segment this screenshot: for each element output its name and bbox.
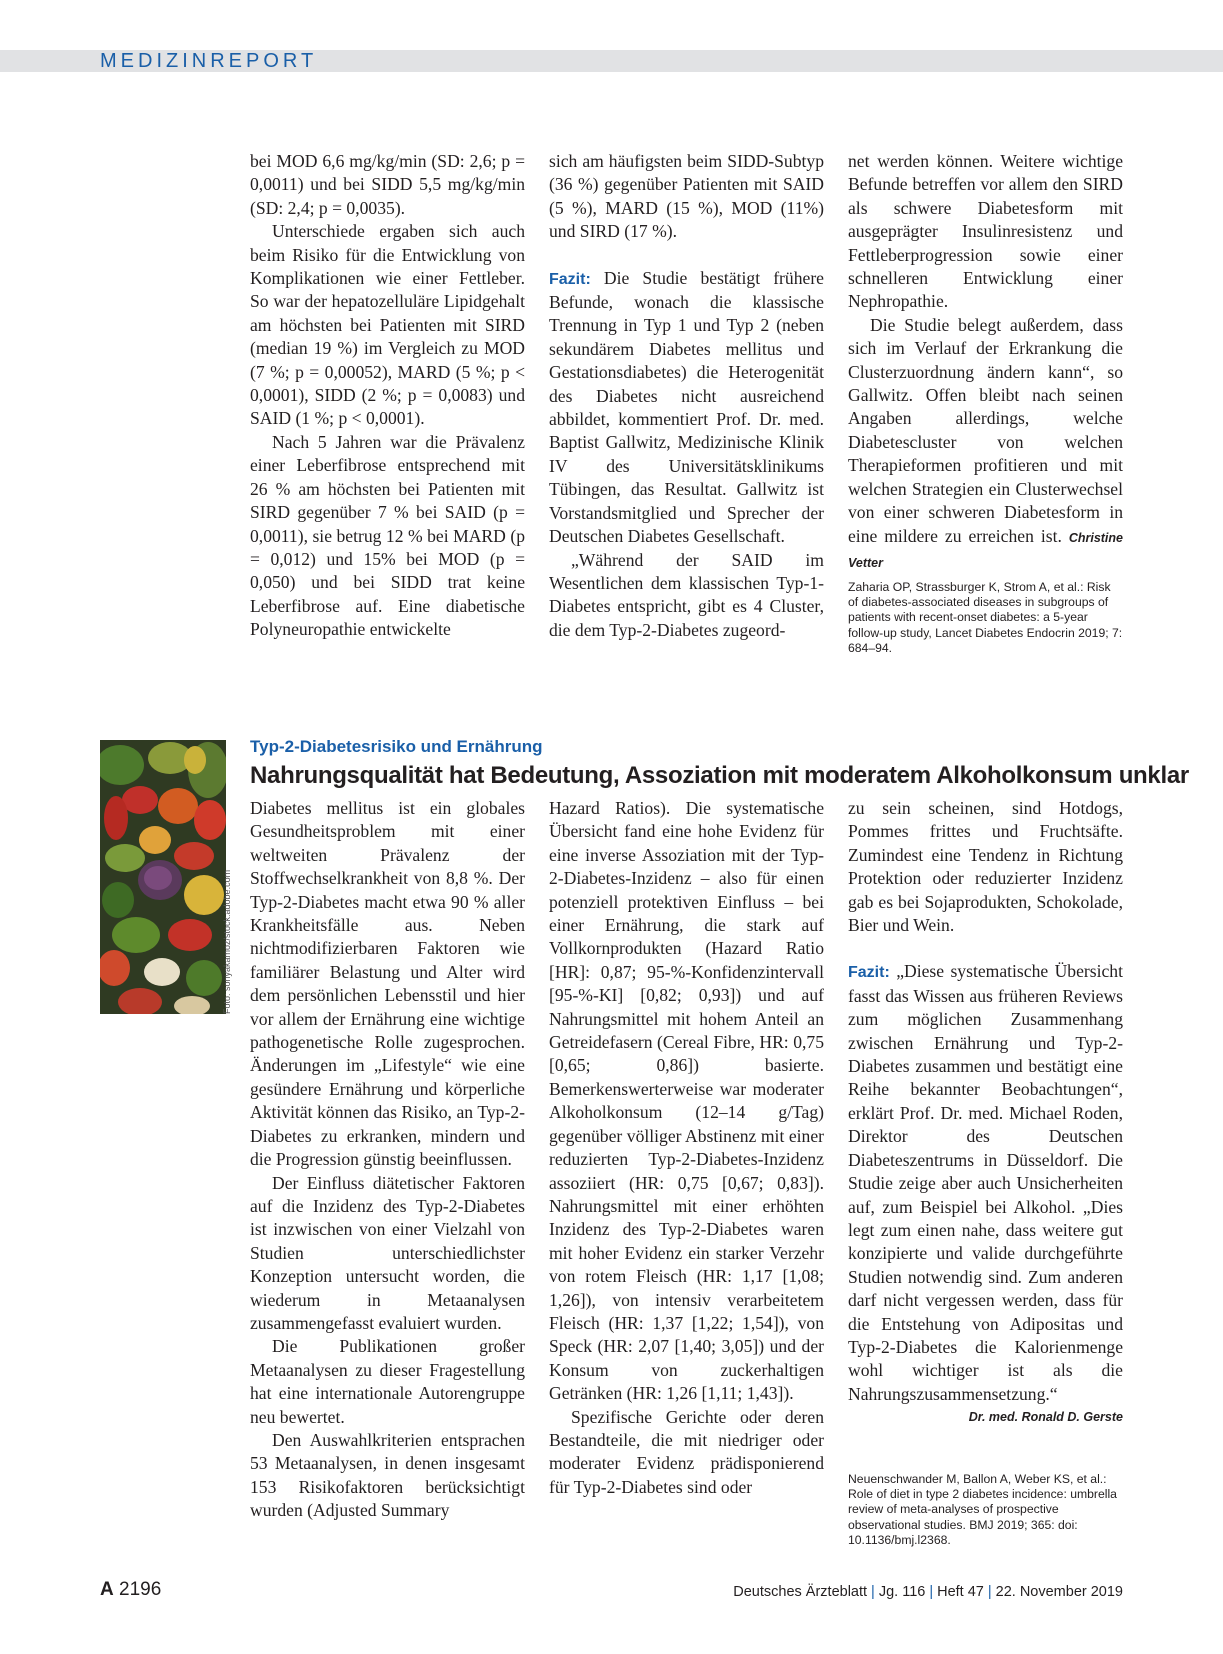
footer-separator: | <box>871 1584 875 1600</box>
author-signature: Dr. med. Ronald D. Gerste <box>968 1410 1123 1425</box>
journal-name: Deutsches Ärzteblatt <box>733 1584 868 1600</box>
article1-column-3 <box>848 150 1123 575</box>
page-folio <box>100 1579 161 1601</box>
article1-paragraph: bei MOD 6,6 mg/kg/min (SD: 2,6; p = 0,0011) und bei SIDD 5,5 mg/kg/min (SD: 2,4; p = 0,0035). <box>250 151 525 218</box>
article1-column-1 <box>250 150 525 642</box>
article1-paragraph: „Während der SAID im Wesentlichen dem klassischen Typ-1-Diabetes entspricht, gibt es 4 Cluster, die dem Typ-2-Diabetes zugeord- <box>549 549 824 640</box>
article2-paragraph: Diabetes mellitus ist ein globales Gesundheitsproblem mit einer weltweiten Prävalenz der Stoffwechselkrankheit von 8,8 %. Der Typ-2-Diabetes macht etwa 90 % aller Krankheitsfälle aus. Neben nichtmodifizierbaren Faktoren wie familiärer Belastung und Alter wird dem persönlichen Lebensstil und hier vor allem der Ernährung eine wichtige pathogenetische Rolle zugesprochen. Änderungen im „Lifestyle“ wie eine gesündere Ernährung und körperliche Aktivität können das Risiko, an Typ-2-Diabetes zu erkranken, mindern und die Progression günstig beeinflussen. <box>250 798 525 1170</box>
article2-reference: Neuenschwander M, Ballon A, Weber KS, et al.: Role of diet in type 2 diabetes incidence: umbrella review of meta-analyses of prospective observational studies. BMJ 2019; 365: doi: 10.1136/bmj.l2368. <box>848 1472 1117 1547</box>
journal-volume: Jg. 116 <box>878 1584 926 1600</box>
article2-paragraph: Spezifische Gerichte oder deren Bestandteile, die mit niedriger oder moderater Evidenz prädisponierend für Typ-2-Diabetes sind oder <box>549 1406 824 1497</box>
folio-prefix: A <box>100 1579 114 1600</box>
article2-headline: Nahrungsqualität hat Bedeutung, Assoziation mit moderatem Alkoholkonsum unklar <box>250 762 1189 789</box>
article1-paragraph: sich am häufigsten beim SIDD-Subtyp (36 %) gegenüber Patienten mit SAID (5 %), MARD (15 %), MOD (11%) und SIRD (17 %). <box>549 151 824 242</box>
article2-fazit-paragraph <box>848 960 1123 1425</box>
fazit-label: Fazit: <box>549 270 591 288</box>
photo-credit: Foto: sonyakamoz/stock.adobe.com <box>222 869 232 1014</box>
article1-reference: Zaharia OP, Strassburger K, Strom A, et al.: Risk of diabetes-associated diseases in subgroups of patients with recent-onset diabetes: a 5-year follow-up study, Lancet Diabetes Endocrin 2019; 7: 684–94. <box>848 580 1123 655</box>
article1-paragraph: Unterschiede ergaben sich auch beim Risiko für die Entwicklung von Komplikationen wie einer Fettleber. So war der hepatozelluläre Lipidgehalt am höchsten bei Patienten mit SIRD (median 19 %) im Vergleich zu MOD (7 %; p = 0,00052), MARD (5 %; p < 0,0001), SIDD (2 %; p = 0,0083) und SAID (1 %; p < 0,0001). <box>250 221 525 429</box>
article1-paragraph <box>848 314 1123 575</box>
page-number: 2196 <box>119 1579 162 1600</box>
journal-footer <box>733 1584 1123 1600</box>
article2-paragraph: Der Einfluss diätetischer Faktoren auf die Inzidenz des Typ-2-Diabetes ist inzwischen von einer Vielzahl von Studien unterschiedlichster Konzeption untersucht worden, die wiederum in Metaanalysen zusammengefasst evaluiert wurden. <box>250 1172 525 1333</box>
article2-paragraph: Hazard Ratios). Die systematische Übersicht fand eine hohe Evidenz für eine inverse Assoziation mit der Typ-2-Diabetes-Inzidenz – also für einen potenziell protektiven Einfluss – bei einer Ernährung, die stark auf Vollkornprodukten (Hazard Ratio [HR]: 0,87; 95-%-Konfidenzintervall [95-%-KI] [0,82; 0,93]) und auf Nahrungsmittel mit hohem Anteil an Getreidefasern (Cereal Fibre, HR: 0,75 [0,65; 0,86]) basierte. Bemerkenswerterweise war moderater Alkoholkonsum (12–14 g/Tag) gegenüber völliger Abstinenz mit einer reduzierten Typ-2-Diabetes-Inzidenz assoziiert (HR: 0,75 [0,67; 0,83]). Nahrungsmittel mit einer erhöhten Inzidenz des Typ-2-Diabetes waren mit hoher Evidenz ein starker Verzehr von rotem Fleisch (HR: 1,17 [1,08; 1,26]), von intensiv verarbeitetem Fleisch (HR: 1,37 [1,22; 1,54]), von Speck (HR: 2,07 [1,40; 3,05]) und der Konsum von zuckerhaltigen Getränken (HR: 1,26 [1,11; 1,43]). <box>549 798 824 1404</box>
article2-paragraph: zu sein scheinen, sind Hotdogs, Pommes frittes und Fruchtsäfte. Zumindest eine Tendenz in Richtung Protektion oder reduzierter Inzidenz gab es bei Sojaprodukten, Schokolade, Bier und Wein. <box>848 798 1123 936</box>
author-signature: Christine Vetter <box>848 530 1123 570</box>
article1-paragraph: net werden können. Weitere wichtige Befunde betreffen vor allem den SIRD als schwere Diabetesform mit ausgeprägter Insulinresistenz und Fettleberprogression sowie einer schnelleren Entwicklung einer Nephropathie. <box>848 151 1123 312</box>
article1-paragraph: Nach 5 Jahren war die Prävalenz einer Leberfibrose entsprechend mit 26 % am höchsten bei Patienten mit SIRD gegenüber 7 % bei SAID (p = 0,0011), sie betrug 12 % bei MARD (p = 0,012) und 15% bei MOD (p = 0,050) und bei SIDD trat keine Leberfibrose auf. Eine diabetische Polyneuropathie entwickelte <box>250 431 525 640</box>
fazit-text: „Diese systematische Übersicht fasst das Wissen aus früheren Reviews zum möglichen Zusammenhang zwischen Ernährung und Typ-2-Diabetes zusammen und bestätigt eine Reihe bekannter Beobachtungen“, erklärt Prof. Dr. med. Michael Roden, Direktor des Deutschen Diabeteszentrums in Düsseldorf. Die Studie zeige aber auch Unsicherheiten auf, zum Beispiel bei Alkohol. „Dies legt zum einen nahe, dass weitere gut konzipierte und valide durchgeführte Studien notwendig sind. Zum anderen darf nicht vergessen werden, dass für die Entstehung von Adipositas und Typ-2-Diabetes die Kalorienmenge wohl wichtiger ist als die Nahrungszusammensetzung.“ <box>848 961 1123 1404</box>
fazit-label: Fazit: <box>848 964 890 982</box>
article2-column-3 <box>848 797 1123 1430</box>
article1-fazit-paragraph <box>549 267 824 549</box>
footer-separator: | <box>929 1584 934 1600</box>
paragraph-text: Die Studie belegt außerdem, dass sich im Verlauf der Erkrankung die Clusterzuordnung ändern kann“, so Gallwitz. Offen bleibt nach seinen Angaben allerdings, welche Diabetescluster von welchen Therapieformen profitieren und mit welchen Strategien ein Clusterwechsel von einer schweren Diabetesform in eine mildere zu erreichen ist. <box>848 314 1123 546</box>
article1-column-2 <box>549 150 824 642</box>
article2-column-1 <box>250 797 525 1523</box>
journal-date: 22. November 2019 <box>995 1584 1123 1600</box>
article2-kicker: Typ-2-Diabetesrisiko und Ernährung <box>250 737 543 756</box>
article2-paragraph: Die Publikationen großer Metaanalysen zu dieser Fragestellung hat eine internationale Autorengruppe neu bewertet. <box>250 1336 525 1427</box>
fazit-text: Die Studie bestätigt frühere Befunde, wonach die klassische Trennung in Typ 1 und Typ 2 (neben sekundärem Diabetes mellitus und Gestationsdiabetes) die Heterogenität des Diabetes nicht ausreichend abbildet, kommentiert Prof. Dr. med. Baptist Gallwitz, Medizinische Klinik IV des Universitätsklinikums Tübingen, das Resultat. Gallwitz ist Vorstandsmitglied und Sprecher der Deutschen Diabetes Gesellschaft. <box>549 267 824 547</box>
article2-paragraph: Den Auswahlkriterien entsprachen 53 Metaanalysen, in denen insgesamt 153 Risikofaktoren berücksichtigt wurden (Adjusted Summary <box>250 1429 525 1521</box>
section-label: MEDIZINREPORT <box>100 50 318 72</box>
article2-column-2 <box>549 797 824 1499</box>
journal-issue: Heft 47 <box>937 1584 984 1600</box>
footer-separator: | <box>987 1584 992 1600</box>
vegetables-photo <box>100 740 226 1014</box>
vegetables-image <box>100 740 226 1014</box>
